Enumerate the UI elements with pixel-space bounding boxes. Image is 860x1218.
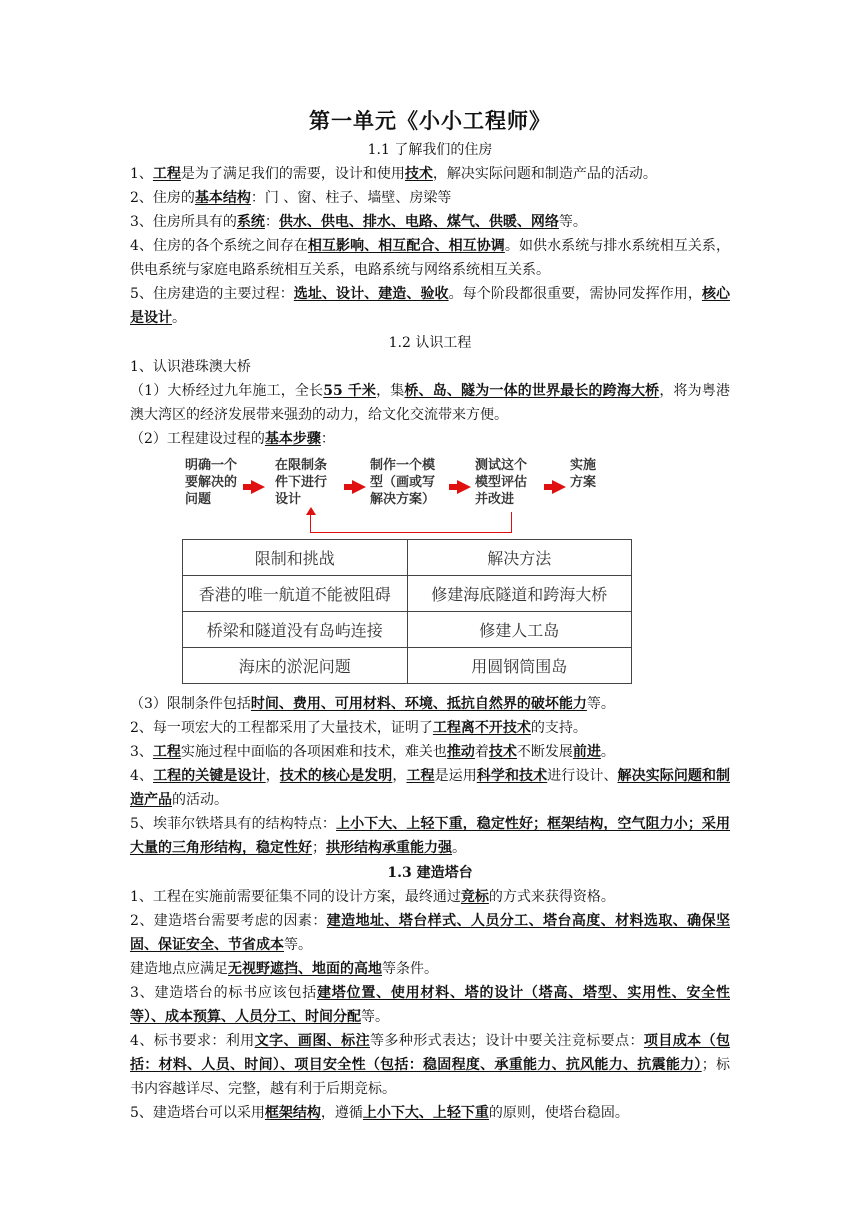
document-page: [130, 105, 730, 1125]
paragraph: （3）限制条件包括时间、费用、可用材料、环境、抵抗自然界的破坏能力等。: [130, 696, 615, 712]
arrow-right-icon: [251, 480, 265, 494]
flow-step-4: 测试这个 模型评估 并改进: [475, 458, 528, 507]
paragraph: 2、每一项宏大的工程都采用了大量技术，证明了工程离不开技术的支持。: [130, 720, 587, 736]
arrow-up-icon: [306, 507, 316, 515]
paragraph: 2、建造塔台需要考虑的因素：建造地址、塔台样式、人员分工、塔台高度、材料选取、确保坚固、保证安全、节省成本等。: [130, 913, 730, 953]
paragraph: 建造地点应满足无视野遮挡、地面的高地等条件。: [130, 961, 438, 977]
flow-step-2: 在限制条 件下进行 设计: [275, 458, 328, 507]
flow-step-3: 制作一个模 型（画或写 解决方案）: [370, 458, 436, 507]
paragraph: 1、认识港珠澳大桥: [130, 359, 251, 375]
table-row: 桥梁和隧道没有岛屿连接 修建人工岛: [183, 612, 632, 648]
paragraph: 5、建造塔台可以采用框架结构，遵循上小下大、上轻下重的原则，使塔台稳固。: [130, 1105, 629, 1121]
document-title: 第一单元《小小工程师》: [309, 108, 551, 133]
table-row: 海床的淤泥问题 用圆钢筒围岛: [183, 648, 632, 684]
paragraph: （1）大桥经过九年施工，全长55 千米，集桥、岛、隧为一体的世界最长的跨海大桥，将为粤港澳大湾区的经济发展带来强劲的动力，给文化交流带来方便。: [130, 383, 730, 423]
paragraph: 3、工程实施过程中面临的各项困难和技术，难关也推动着技术不断发展前进。: [130, 744, 615, 760]
paragraph: 4、标书要求：利用文字、画图、标注等多种形式表达；设计中要关注竞标要点：项目成本（包括：材料、人员、时间）、项目安全性（包括：稳固程度、承重能力、抗风能力、抗震能力）；标书内容越详尽、完整，越有利于后期竞标。: [130, 1033, 731, 1097]
arrow-right-icon: [552, 480, 566, 494]
paragraph: 5、住房建造的主要过程：选址、设计、建造、验收。每个阶段都很重要，需协同发挥作用，核心是设计。: [130, 286, 731, 326]
paragraph: 3、建造塔台的标书应该包括建塔位置、使用材料、塔的设计（塔高、塔型、实用性、安全性等）、成本预算、人员分工、时间分配等。: [130, 985, 730, 1025]
flow-step-5: 实施 方案: [570, 458, 597, 490]
table-row: 限制和挑战 解决方法: [183, 540, 632, 576]
paragraph: 4、工程的关键是设计，技术的核心是发明，工程是运用科学和技术进行设计、解决实际问题和制造产品的活动。: [130, 768, 731, 808]
paragraph: （2）工程建设过程的基本步骤：: [130, 431, 335, 447]
process-flow-diagram: [130, 457, 730, 537]
feedback-loop-line: [310, 512, 512, 533]
paragraph: 4、住房的各个系统之间存在相互影响、相互配合、相互协调。如供水系统与排水系统相互关系，供电系统与家庭电路系统相互关系，电路系统与网络系统相互关系。: [130, 238, 730, 278]
paragraph: 2、住房的基本结构：门 、窗、柱子、墙壁、房梁等: [130, 190, 452, 206]
section-heading-1-2: 1.2 认识工程: [388, 335, 472, 351]
arrow-right-icon: [352, 480, 366, 494]
section-heading-1-1: 1.1 了解我们的住房: [367, 142, 493, 158]
arrow-right-icon: [457, 480, 471, 494]
table-row: 香港的唯一航道不能被阻碍 修建海底隧道和跨海大桥: [183, 576, 632, 612]
paragraph: 3、住房所具有的系统：供水、供电、排水、电路、煤气、供暖、网络等。: [130, 214, 587, 230]
paragraph: 1、工程是为了满足我们的需要，设计和使用技术，解决实际问题和制造产品的活动。: [130, 166, 657, 182]
section-heading-1-3: 1.3 建造塔台: [387, 865, 473, 881]
paragraph: 5、埃菲尔铁塔具有的结构特点：上小下大、上轻下重，稳定性好；框架结构，空气阻力小；采用大量的三角形结构，稳定性好；拱形结构承重能力强。: [130, 816, 730, 856]
flow-step-1: 明确一个 要解决的 问题: [185, 458, 238, 507]
paragraph: 1、工程在实施前需要征集不同的设计方案，最终通过竞标的方式来获得资格。: [130, 889, 615, 905]
challenges-table: [182, 539, 632, 684]
